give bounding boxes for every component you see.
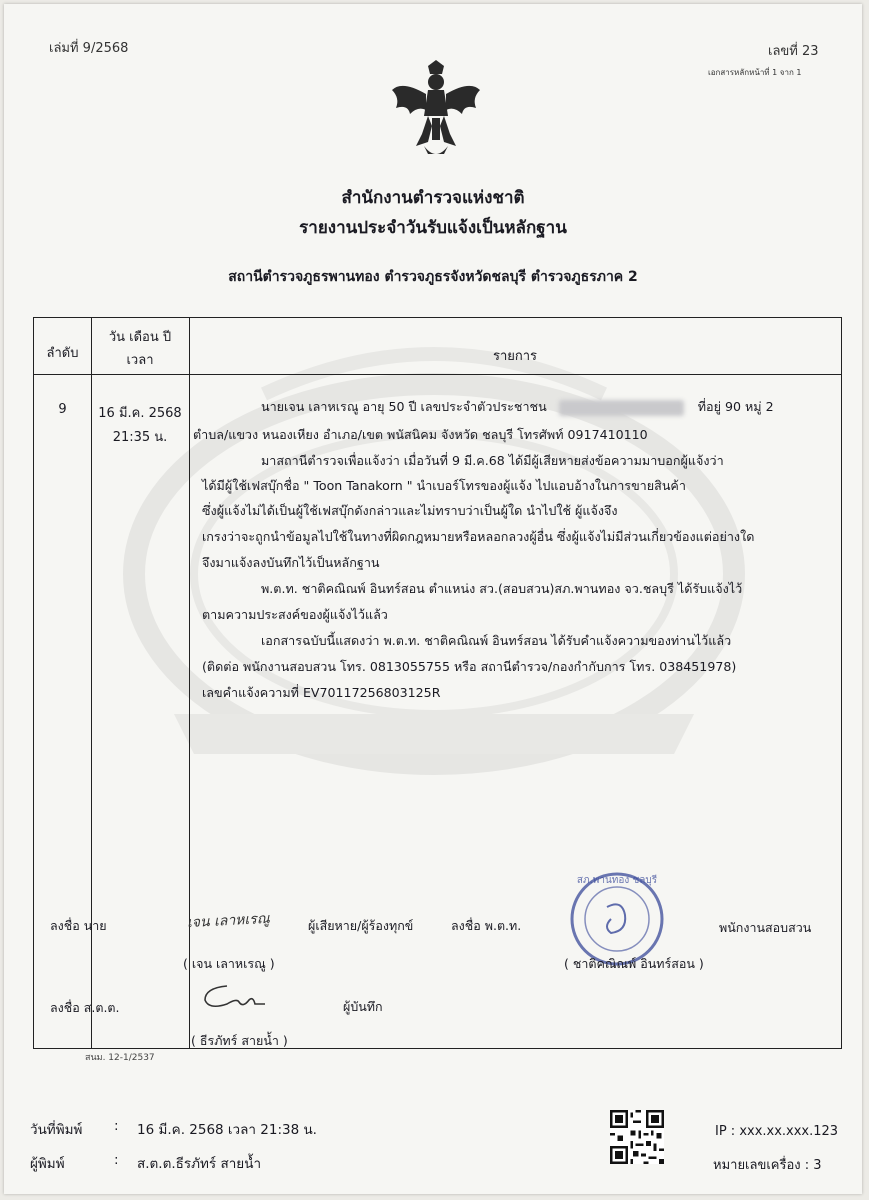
signature-name-investigator: ( ชาติคณิณพ์ อินทร์สอน ) <box>564 956 704 971</box>
reporter-info: นายเจน เลาหเรณู อายุ 50 ปี เลขประจำตัวประชาชน <box>261 399 547 414</box>
qr-code-icon <box>610 1110 664 1164</box>
body-line-4: ได้มีผู้ใช้เฟสบุ๊กชื่อ " Toon Tanakorn " นำเบอร์โทรของผู้แจ้ง ไปแอบอ้างในการขายสินค้า <box>202 478 686 493</box>
reporter-address: ที่อยู่ 90 หมู่ 2 <box>697 399 774 414</box>
body-line-3: มาสถานีตำรวจเพื่อแจ้งว่า เมื่อวันที่ 9 มี.ค.68 ได้มีผู้เสียหายส่งข้อความมาบอกผู้แจ้งว่า <box>261 453 724 468</box>
col-header-time: เวลา <box>126 353 154 368</box>
report-title: รายงานประจำวันรับแจ้งเป็นหลักฐาน <box>299 218 567 238</box>
header-divider <box>34 374 841 375</box>
body-line-2: ตำบล/แขวง หนองเหียง อำเภอ/เขต พนัสนิคม จังหวัด ชลบุรี โทรศัพท์ 0917410110 <box>193 427 648 442</box>
form-code: สนม. 12-1/2537 <box>85 1053 155 1063</box>
signature-name-recorder: ( ธีรภัทร์ สายน้ำ ) <box>191 1033 288 1048</box>
printer-colon: : <box>114 1152 119 1168</box>
signature-label-investigator: ลงชื่อ พ.ต.ท. <box>451 918 522 933</box>
ip-address: IP : xxx.xx.xxx.123 <box>715 1124 839 1139</box>
signature-label-recorder: ลงชื่อ ส.ต.ต. <box>50 1000 120 1015</box>
book-number: เล่มที่ 9/2568 <box>49 41 129 56</box>
col-header-number: ลำดับ <box>46 346 79 361</box>
document-page <box>4 4 862 1194</box>
signature-role-reporter: ผู้เสียหาย/ผู้ร้องทุกข์ <box>308 918 414 933</box>
document-number: เลขที่ 23 <box>768 44 819 59</box>
printer-label: ผู้พิมพ์ <box>30 1156 65 1172</box>
body-line-7: จึงมาแจ้งลงบันทึกไว้เป็นหลักฐาน <box>202 555 380 570</box>
garuda-emblem-icon <box>388 60 484 162</box>
body-line-5: ซึ่งผู้แจ้งไม่ได้เป็นผู้ใช้เฟสบุ๊กดังกล่าวและไม่ทราบว่าเป็นผู้ใด นำไปใช้ ผู้แจ้งจึง <box>202 503 618 518</box>
body-line-12: เลขคำแจ้งความที่ EV70117256803125R <box>202 685 441 700</box>
signature-name-reporter: ( เจน เลาหเรณู ) <box>183 956 275 971</box>
row-number: 9 <box>58 402 67 417</box>
col-header-items: รายการ <box>492 349 538 364</box>
body-line-8: พ.ต.ท. ชาติคณิณพ์ อินทร์สอน ตำแหน่ง สว.(สอบสวน)สภ.พานทอง จว.ชลบุรี ได้รับแจ้งไว้ <box>261 581 743 596</box>
body-line-9: ตามความประสงค์ของผู้แจ้งไว้แล้ว <box>202 607 388 622</box>
signature-handwriting-recorder <box>197 976 287 1016</box>
row-date: 16 มี.ค. 2568 <box>98 406 182 421</box>
printer-value: ส.ต.ต.ธีรภัทร์ สายน้ำ <box>137 1156 262 1172</box>
column-divider <box>189 318 190 1048</box>
signature-role-recorder: ผู้บันทึก <box>343 999 383 1014</box>
signature-handwriting-reporter: เจน เลาหเรณู <box>186 910 271 932</box>
signature-label-reporter: ลงชื่อ นาย <box>50 918 107 933</box>
redacted-id-number <box>559 400 684 416</box>
machine-number: หมายเลขเครื่อง : 3 <box>713 1158 822 1173</box>
print-date-colon: : <box>114 1118 119 1134</box>
organization-title: สำนักงานตำรวจแห่งชาติ <box>341 188 525 208</box>
signature-role-investigator: พนักงานสอบสวน <box>719 920 812 935</box>
body-line-1 <box>261 397 821 417</box>
body-line-6: เกรงว่าจะถูกนำข้อมูลไปใช้ในทางที่ผิดกฎหมายหรือหลอกลวงผู้อื่น ซึ่งผู้แจ้งไม่มีส่วนเกี่ยวข้องแต่อย่างใด <box>202 529 755 544</box>
body-line-10: เอกสารฉบับนี้แสดงว่า พ.ต.ท. ชาติคณิณพ์ อินทร์สอน ได้รับคำแจ้งความของท่านไว้แล้ว <box>261 633 732 648</box>
row-time: 21:35 น. <box>112 430 168 445</box>
col-header-date: วัน เดือน ปี <box>108 330 172 345</box>
print-date-value: 16 มี.ค. 2568 เวลา 21:38 น. <box>137 1122 317 1138</box>
stamp-text: สภ.พานทอง ชลบุรี <box>576 875 658 886</box>
page-info: เอกสารหลักหน้าที่ 1 จาก 1 <box>708 68 802 77</box>
print-date-label: วันที่พิมพ์ <box>30 1122 83 1138</box>
body-line-11: (ติดต่อ พนักงานสอบสวน โทร. 0813055755 หรือ สถานีตำรวจ/กองกำกับการ โทร. 038451978) <box>202 659 737 674</box>
station-title: สถานีตำรวจภูธรพานทอง ตำรวจภูธรจังหวัดชลบุรี ตำรวจภูธรภาค 2 <box>228 269 638 285</box>
